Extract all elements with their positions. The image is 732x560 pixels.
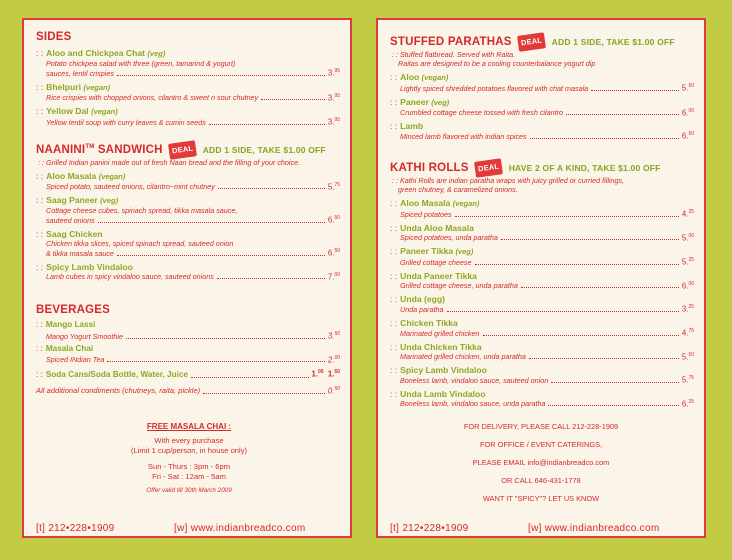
item-description: Rice crispies with chopped onions, cilantro & sweet n sour chutney xyxy=(46,93,259,103)
diet-tag: (veg) xyxy=(455,247,474,257)
item-name: : : Aloo (vegan) xyxy=(390,72,449,82)
menu-item xyxy=(36,195,340,225)
item-description: Spiced potatoes xyxy=(400,209,452,219)
item-price: 5.50 xyxy=(681,351,694,362)
item-price: 6.50 xyxy=(327,215,340,225)
item-name: : : Chicken Tikka xyxy=(390,317,458,328)
menu-item xyxy=(390,72,694,93)
menu-item xyxy=(390,121,694,141)
footer-website[interactable]: [w] www.indianbreadco.com xyxy=(174,523,306,534)
item-price: 5.75 xyxy=(681,375,694,385)
item-price: 4.75 xyxy=(681,327,694,338)
item-name: : : Aloo Masala (vegan) xyxy=(390,198,480,208)
kathi-intro: : : Kathi Rolls are indian paratha wraps with juicy grilled or curried fillings, green chutney, & caramelized onions. xyxy=(392,176,625,194)
kathi-deal-note: HAVE 2 OF A KIND, TAKE $1.00 OFF xyxy=(508,163,661,174)
kathi-section xyxy=(390,160,694,408)
item-price: 5.25 xyxy=(681,257,694,267)
condiments-row: All additional condiments (chutneys, raita, pickle) 0.50 xyxy=(36,385,340,396)
footer-phone: [t] 212•228•1909 xyxy=(390,523,469,534)
item-name: : : Lamb xyxy=(390,121,424,132)
item-description: Grilled cottage cheese, unda paratha xyxy=(400,281,518,291)
item-name: : : Unda Chicken Tikka xyxy=(390,341,482,352)
item-description: Spiced potato, sauteed onions, cilantro~mint chutney xyxy=(46,182,215,192)
item-price: 7.00 xyxy=(327,271,340,282)
footer-phone: [t] 212•228•1909 xyxy=(36,523,115,534)
menu-item xyxy=(36,171,340,192)
item-description: Chicken tikka slices, spiced spinach spread, sauteed onion xyxy=(46,238,234,248)
item-description: Boneless lamb, vindaloo sauce, sauteed onion xyxy=(400,375,549,385)
menu-item xyxy=(390,271,694,291)
item-price: 3.95 xyxy=(327,68,340,78)
menu-item xyxy=(36,82,340,103)
item-name: : : Saag Chicken xyxy=(36,228,103,239)
parathas-title: STUFFED PARATHAS DEAL ADD 1 SIDE, TAKE $1.00 OFF xyxy=(390,34,694,50)
beverage-item: : : Masala Chai Spiced INdian Tea 2.00 xyxy=(36,343,340,365)
menu-item xyxy=(390,389,694,409)
item-price: 6.00 xyxy=(681,107,694,118)
item-description: sauces, lentil crispies xyxy=(46,68,114,78)
menu-item xyxy=(390,246,694,267)
naanini-intro: : : Grilled Indian panini made out of fresh Naan bread and the filling of your choice. xyxy=(38,157,301,167)
item-description: Grilled cottage cheese xyxy=(400,257,472,267)
beverage-item: : : Soda Cans/Soda Bottle, Water, Juice 1.00 1.50 xyxy=(36,369,340,379)
menu-item xyxy=(390,97,694,118)
item-price: 6.25 xyxy=(681,398,694,409)
naanini-deal-note: ADD 1 SIDE, TAKE $1.00 OFF xyxy=(202,144,326,155)
chai-line2: (Limit 1 cup/person, in house only) xyxy=(130,446,248,455)
item-name: : : Unda Paneer Tikka xyxy=(390,270,477,281)
item-price: 5.00 xyxy=(681,232,694,243)
item-price: 2.00 xyxy=(327,354,340,365)
chai-validity: Offer valid till 30th March 2009 xyxy=(146,487,232,494)
diet-tag: (veg) xyxy=(100,196,119,206)
beverages-title: BEVERAGES xyxy=(36,304,111,316)
beverages-section xyxy=(36,303,340,396)
office-line: FOR OFFICE / EVENT CATERINGS, xyxy=(479,440,603,449)
chai-line3: Sun - Thurs : 3pm - 6pm xyxy=(147,462,231,471)
kathi-title: KATHI ROLLS DEAL HAVE 2 OF A KIND, TAKE $1.00 OFF xyxy=(390,160,694,176)
email-line[interactable]: PLEASE EMAIL info@indianbreadco.com xyxy=(472,458,610,467)
item-description: Marinated grilled chicken xyxy=(400,328,480,338)
item-description: Mango Yogurt Smoothie xyxy=(46,331,123,341)
item-price: 4.25 xyxy=(681,209,694,219)
item-price: 3.95 xyxy=(327,92,340,103)
left-panel xyxy=(22,18,352,538)
menu-item xyxy=(390,365,694,385)
item-price: 3.50 xyxy=(327,331,340,341)
menu-item xyxy=(390,294,694,314)
item-description: Minced lamb flavored with indian spices xyxy=(400,131,527,141)
item-price: 1.00 1.50 xyxy=(311,369,340,379)
item-price: 3.95 xyxy=(327,117,340,127)
free-chai-offer xyxy=(94,422,284,496)
item-name: : : Paneer Tikka (veg) xyxy=(390,246,474,257)
item-name: Soda Cans/Soda Bottle, Water, Juice xyxy=(45,369,188,379)
item-name: : : Unda (egg) xyxy=(390,294,446,305)
menu-item xyxy=(390,198,694,219)
item-description: & tikka masala sauce xyxy=(46,248,114,258)
item-name: Masala Chai xyxy=(45,343,94,353)
right-panel xyxy=(376,18,706,538)
deal-badge: DEAL xyxy=(517,32,546,52)
item-price: 6.50 xyxy=(327,247,340,258)
item-description: Cottage cheese cubes, spinach spread, tikka masala sauce, xyxy=(46,206,238,216)
chai-line1: With every purchase xyxy=(154,436,224,445)
diet-tag: (vegan) xyxy=(98,171,126,181)
item-name: : : Unda Lamb Vindaloo xyxy=(390,388,486,399)
item-price: 6.00 xyxy=(681,280,694,291)
deal-badge: DEAL xyxy=(474,158,503,178)
item-description: Crumbled cottage cheese tossed with fresh cilantro xyxy=(400,108,563,118)
delivery-line: FOR DELIVERY, PLEASE CALL 212-228-1909 xyxy=(463,422,619,431)
item-description: Spiced potatoes, unda paratha xyxy=(400,233,498,243)
item-name: : : Bhelpuri (vegan) xyxy=(36,81,111,92)
menu-item xyxy=(390,223,694,243)
diet-tag: (vegan) xyxy=(91,107,118,117)
item-description: sauteed onions xyxy=(46,215,95,225)
item-description: Spiced INdian Tea xyxy=(46,355,105,365)
chai-offer-title: FREE MASALA CHAI : xyxy=(146,422,232,431)
chai-line4: Fri - Sat : 12am - 5am xyxy=(152,472,226,481)
item-name: : : Aloo and Chickpea Chat (veg) xyxy=(36,48,166,58)
contact-info xyxy=(398,422,684,512)
item-description: Marinated grilled chicken, unda paratha xyxy=(400,352,526,362)
spicy-line: WANT IT "SPICY"? LET US KNOW xyxy=(482,494,600,503)
item-description: Unda paratha xyxy=(400,304,444,314)
menu-item xyxy=(36,48,340,78)
item-name: : : Aloo Masala (vegan) xyxy=(36,170,126,181)
parathas-section xyxy=(390,34,694,141)
naanini-title: NAANINI™ SANDWICH DEAL ADD 1 SIDE, TAKE $1.00 OFF xyxy=(36,140,340,158)
diet-tag: (vegan) xyxy=(421,73,449,82)
call-line: OR CALL 646-431-1778 xyxy=(501,476,581,485)
diet-tag: (veg) xyxy=(431,97,450,107)
item-description: Boneless lamb, vindaloo sauce, unda paratha xyxy=(400,399,546,409)
diet-tag: (veg) xyxy=(147,49,166,58)
deal-badge: DEAL xyxy=(168,140,197,160)
item-description: Lightly spiced shredded potatoes flavored with chat masala xyxy=(400,83,589,93)
item-price: 6.50 xyxy=(681,131,694,141)
menu-item xyxy=(390,342,694,362)
naanini-section xyxy=(36,140,340,281)
item-name: Mango Lassi xyxy=(45,320,96,329)
item-name: : : Paneer (veg) xyxy=(390,96,450,107)
item-name: : : Spicy Lamb Vindaloo xyxy=(36,261,133,272)
item-description: Potato chickpea salad with three (green, tamarind & yogurt) xyxy=(46,59,236,68)
item-description: Yellow lentil soup with curry leaves & cumin seeds xyxy=(46,117,206,127)
item-name: : : Unda Aloo Masala xyxy=(390,222,474,233)
beverage-item: : : Mango Lassi Mango Yogurt Smoothie 3.50 xyxy=(36,320,340,341)
item-price: 3.25 xyxy=(681,304,694,314)
item-name: : : Saag Paneer (veg) xyxy=(36,195,119,206)
menu-item xyxy=(36,106,340,127)
parathas-deal-note: ADD 1 SIDE, TAKE $1.00 OFF xyxy=(551,37,675,48)
menu-item xyxy=(36,229,340,258)
parathas-intro: : : Stuffed flatbread. Served with Raita. Raitas are designed to be a cooling counterbalance yogurt dip xyxy=(392,50,596,68)
footer-website[interactable]: [w] www.indianbreadco.com xyxy=(528,523,660,534)
item-price: 5.50 xyxy=(681,83,694,93)
menu-item xyxy=(36,262,340,282)
sides-section xyxy=(36,30,340,127)
diet-tag: (vegan) xyxy=(452,199,480,208)
item-description: Lamb cubes in spicy vindaloo sauce, sauteed onions xyxy=(46,272,214,282)
item-name: : : Spicy Lamb Vindaloo xyxy=(390,365,487,376)
diet-tag: (vegan) xyxy=(83,82,111,92)
menu-item xyxy=(390,318,694,338)
item-price: 5.75 xyxy=(327,181,340,192)
sides-title: SIDES xyxy=(36,31,72,43)
item-name: : : Yellow Dal (vegan) xyxy=(36,106,118,117)
